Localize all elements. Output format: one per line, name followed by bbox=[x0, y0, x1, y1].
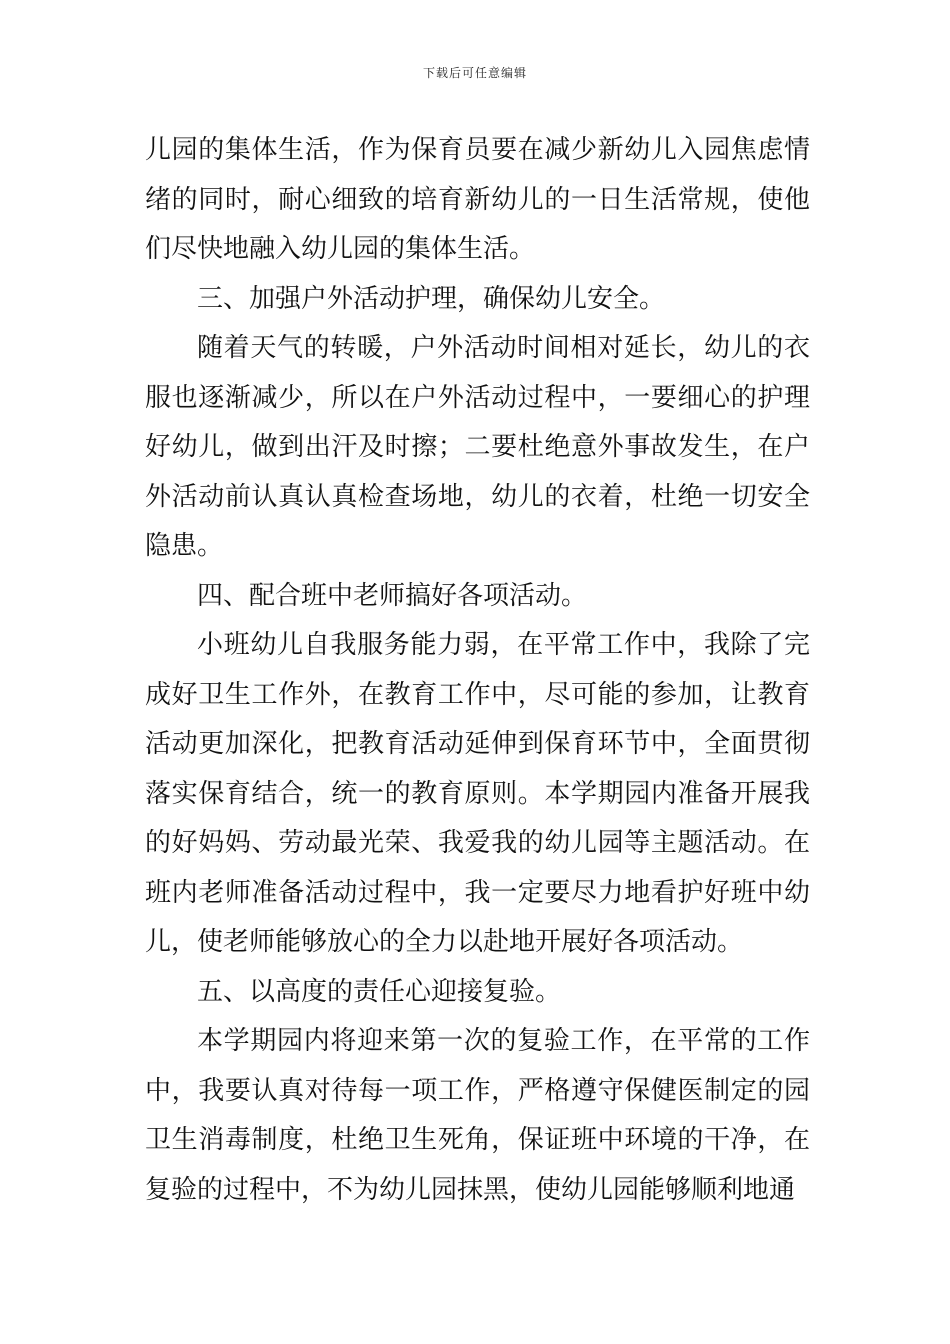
document-body bbox=[145, 126, 810, 1215]
paragraph-outdoor-safety: 随着天气的转暖，户外活动时间相对延长，幼儿的衣服也逐渐减少，所以在户外活动过程中，一要细心的护理好幼儿，做到出汗及时擦；二要杜绝意外事故发生，在户外活动前认真认真检查场地，幼儿的衣着，杜绝一切安全隐患。 bbox=[145, 333, 810, 561]
paragraph-cooperate-activities: 小班幼儿自我服务能力弱，在平常工作中，我除了完成好卫生工作外，在教育工作中，尽可能的参加，让教育活动更加深化，把教育活动延伸到保育环节中，全面贯彻落实保育结合，统一的教育原则。本学期园内准备开展我的好妈妈、劳动最光荣、我爱我的幼儿园等主题活动。在班内老师准备活动过程中，我一定要尽力地看护好班中幼儿，使老师能够放心的全力以赴地开展好各项活动。 bbox=[145, 630, 810, 957]
section-heading-4: 四、配合班中老师搞好各项活动。 bbox=[197, 580, 588, 611]
section-heading-5: 五、以高度的责任心迎接复验。 bbox=[197, 976, 562, 1007]
section-heading-3: 三、加强户外活动护理，确保幼儿安全。 bbox=[197, 283, 666, 314]
paragraph-reinspection: 本学期园内将迎来第一次的复验工作，在平常的工作中，我要认真对待每一项工作，严格遵守保健医制定的园卫生消毒制度，杜绝卫生死角，保证班中环境的干净，在复验的过程中，不为幼儿园抹黑，使幼儿园能够顺利地通 bbox=[145, 1026, 810, 1205]
page-header: 下载后可任意编辑 bbox=[422, 66, 527, 80]
paragraph-continuation: 儿园的集体生活，作为保育员要在减少新幼儿入园焦虑情绪的同时，耐心细致的培育新幼儿的一日生活常规，使他们尽快地融入幼儿园的集体生活。 bbox=[145, 135, 810, 264]
